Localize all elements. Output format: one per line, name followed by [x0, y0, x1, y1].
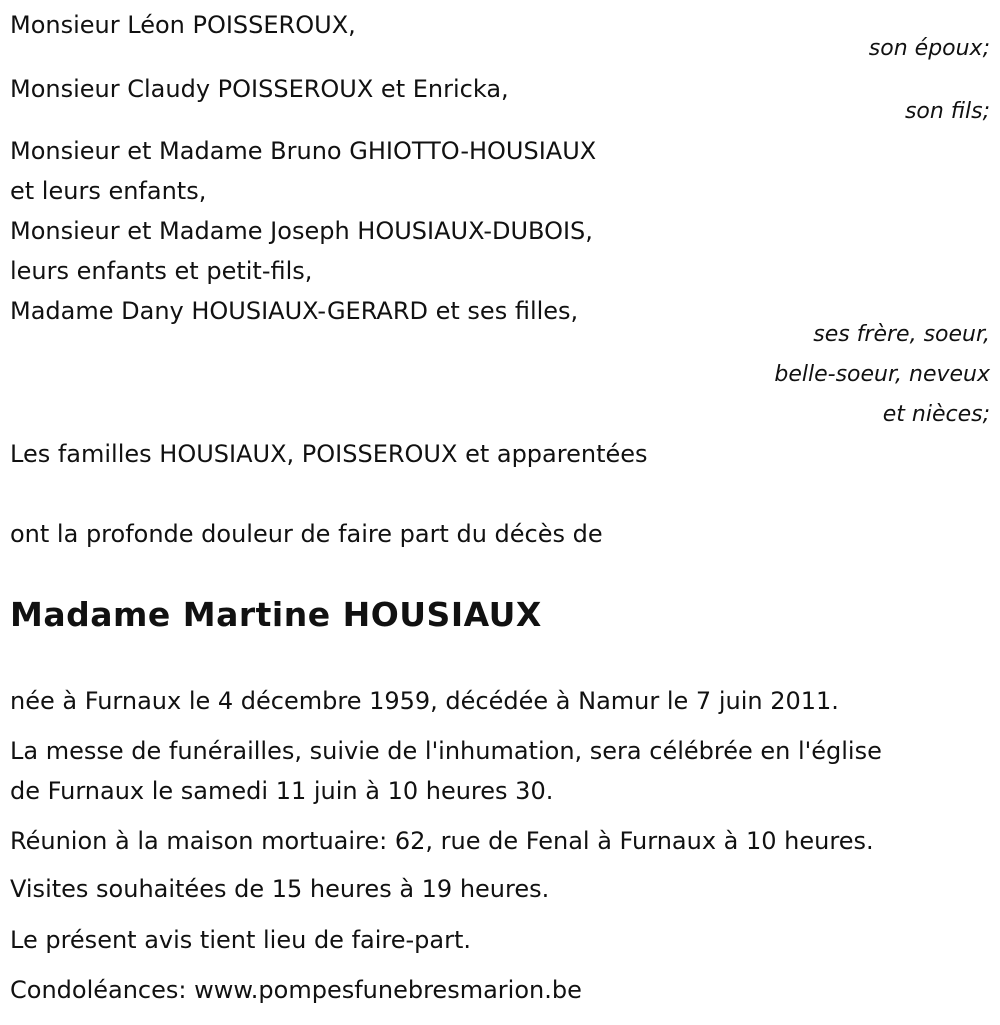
families-line: Les familles HOUSIAUX, POISSEROUX et apparentées: [10, 440, 648, 468]
relation-label: et nièces;: [882, 402, 990, 427]
relation-label: son fils;: [904, 99, 990, 124]
condolences-line: Condoléances: www.pompesfunebresmarion.be: [10, 976, 582, 1004]
family-member-line: Monsieur et Madame Bruno GHIOTTO-HOUSIAUX: [10, 137, 597, 165]
relation-label: son époux;: [868, 36, 990, 61]
announcement-text: ont la profonde douleur de faire part du décès de: [10, 520, 603, 548]
funeral-line: La messe de funérailles, suivie de l'inhumation, sera célébrée en l'église: [10, 737, 882, 765]
family-member-line: Monsieur Claudy POISSEROUX et Enricka,: [10, 75, 509, 103]
deceased-name: Madame Martine HOUSIAUX: [10, 595, 542, 634]
family-member-line: et leurs enfants,: [10, 177, 207, 205]
funeral-line: de Furnaux le samedi 11 juin à 10 heures 30.: [10, 777, 554, 805]
family-member-line: Monsieur Léon POISSEROUX,: [10, 11, 356, 39]
visits-line: Visites souhaitées de 15 heures à 19 heures.: [10, 875, 550, 903]
notice-line: Le présent avis tient lieu de faire-part.: [10, 926, 472, 954]
birth-death-line: née à Furnaux le 4 décembre 1959, décédée à Namur le 7 juin 2011.: [10, 687, 839, 715]
meeting-line: Réunion à la maison mortuaire: 62, rue de Fenal à Furnaux à 10 heures.: [10, 827, 874, 855]
family-member-line: Madame Dany HOUSIAUX-GERARD et ses filles,: [10, 297, 579, 325]
relation-label: ses frère, soeur,: [813, 322, 990, 347]
family-member-line: leurs enfants et petit-fils,: [10, 257, 313, 285]
relation-label: belle-soeur, neveux: [774, 362, 990, 387]
family-member-line: Monsieur et Madame Joseph HOUSIAUX-DUBOIS,: [10, 217, 593, 245]
